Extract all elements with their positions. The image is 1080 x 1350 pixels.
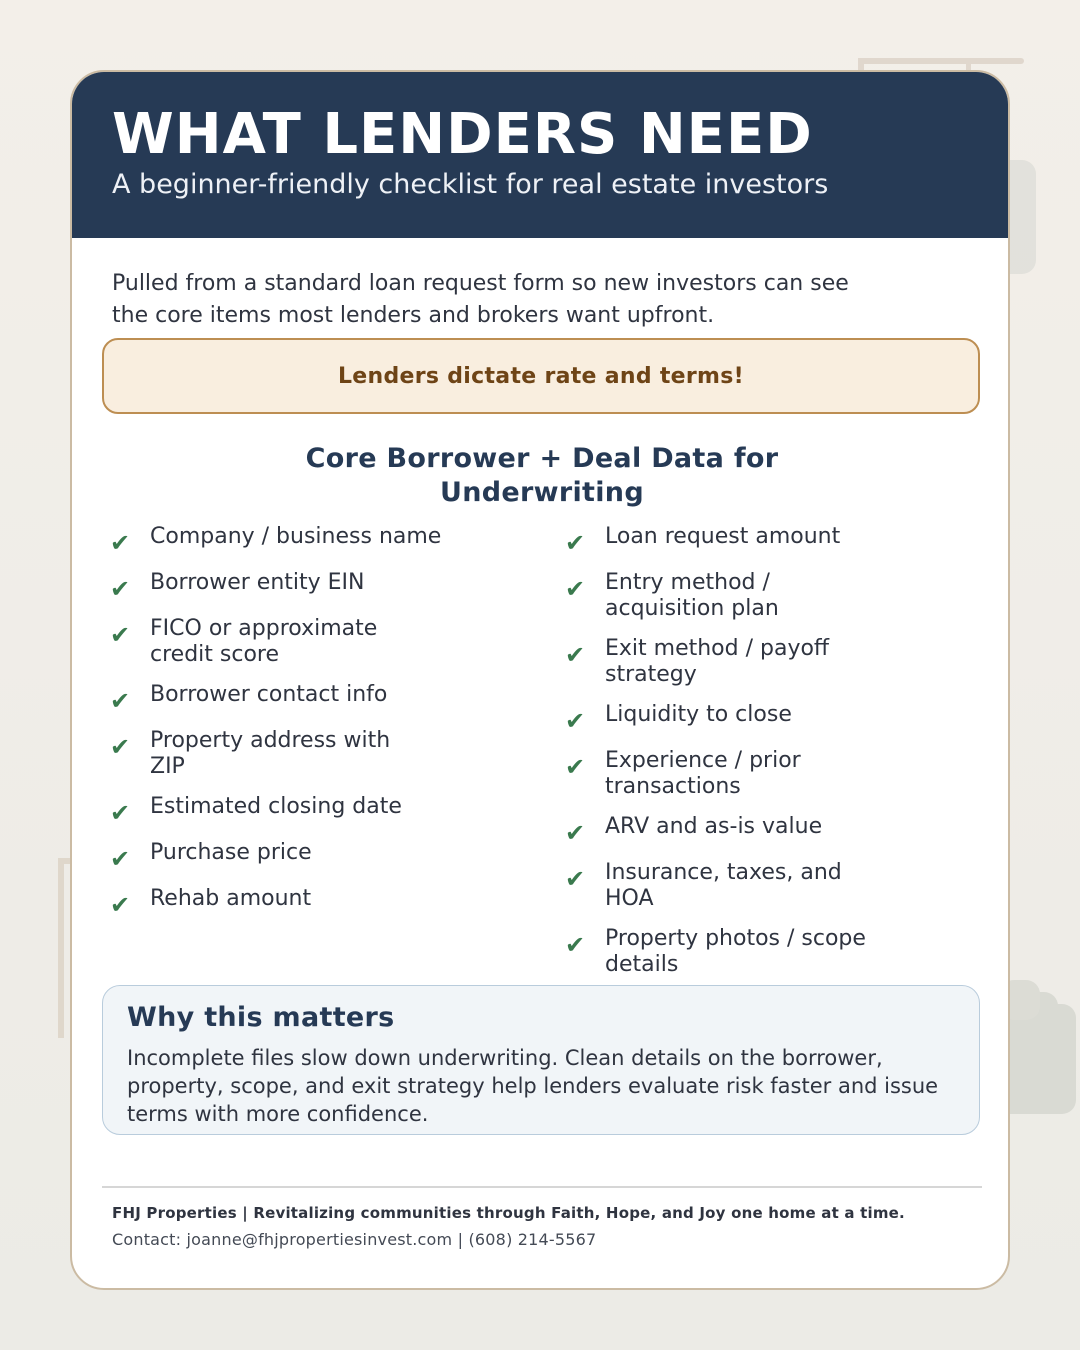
checklist-right bbox=[565, 524, 965, 992]
checklist-card bbox=[70, 70, 1010, 1290]
check-icon: ✔ bbox=[110, 733, 131, 761]
checklist-item bbox=[110, 616, 510, 668]
checklist-item-label: Entry method / acquisition plan bbox=[605, 570, 779, 621]
checklist-item bbox=[565, 636, 965, 688]
checklist-item bbox=[110, 840, 510, 872]
why-title: Why this matters bbox=[127, 1002, 395, 1033]
checklist-item-label: Experience / prior transactions bbox=[605, 748, 801, 799]
footer-contact: Contact: joanne@fhjpropertiesinvest.com | (608) 214-5567 bbox=[112, 1230, 597, 1249]
checklist-item-label: Loan request amount bbox=[605, 524, 841, 549]
checklist-item-label: Property photos / scope details bbox=[605, 926, 866, 977]
footer-tagline: FHJ Properties | Revitalizing communities through Faith, Hope, and Joy one home at a time. bbox=[112, 1204, 905, 1222]
header-banner bbox=[72, 72, 1008, 238]
check-icon: ✔ bbox=[110, 799, 131, 827]
checklist-item bbox=[110, 886, 510, 918]
page-subtitle: A beginner-friendly checklist for real estate investors bbox=[112, 169, 829, 200]
checklist-item bbox=[110, 794, 510, 826]
checklist-item-label: Property address with ZIP bbox=[150, 728, 391, 779]
checklist-item-label: Liquidity to close bbox=[605, 702, 792, 727]
check-icon: ✔ bbox=[565, 931, 586, 959]
checklist-item bbox=[565, 814, 965, 846]
checklist-item bbox=[565, 524, 965, 556]
check-icon: ✔ bbox=[110, 575, 131, 603]
checklist-item-label: ARV and as-is value bbox=[605, 814, 823, 839]
intro-text: Pulled from a standard loan request form so new investors can see the core items most lenders and brokers want upfront. bbox=[112, 271, 849, 328]
checklist-item bbox=[565, 748, 965, 800]
checklist-item-label: Insurance, taxes, and HOA bbox=[605, 860, 842, 911]
checklist-item-label: Exit method / payoff strategy bbox=[605, 636, 830, 687]
check-icon: ✔ bbox=[565, 707, 586, 735]
footer-divider bbox=[102, 1186, 982, 1188]
decorative-line bbox=[58, 858, 64, 1038]
check-icon: ✔ bbox=[565, 529, 586, 557]
checklist-item bbox=[565, 702, 965, 734]
check-icon: ✔ bbox=[565, 819, 586, 847]
check-icon: ✔ bbox=[565, 641, 586, 669]
check-icon: ✔ bbox=[565, 753, 586, 781]
check-icon: ✔ bbox=[110, 621, 131, 649]
why-this-matters-box bbox=[102, 985, 980, 1135]
decorative-line bbox=[858, 58, 1024, 64]
checklist-item bbox=[110, 682, 510, 714]
checklist-item-label: Rehab amount bbox=[150, 886, 312, 911]
checklist-item-label: Company / business name bbox=[150, 524, 442, 549]
checklist-item bbox=[110, 570, 510, 602]
checklist-left bbox=[110, 524, 510, 932]
check-icon: ✔ bbox=[565, 865, 586, 893]
checklist-item-label: Purchase price bbox=[150, 840, 312, 865]
checklist-item bbox=[565, 926, 965, 978]
checklist-item bbox=[565, 570, 965, 622]
callout-box bbox=[102, 338, 980, 414]
check-icon: ✔ bbox=[110, 891, 131, 919]
page-title: WHAT LENDERS NEED bbox=[112, 102, 813, 167]
check-icon: ✔ bbox=[110, 529, 131, 557]
why-body: Incomplete files slow down underwriting. Clean details on the borrower, property, scope, and exit strategy help lenders evaluate risk faster and issue terms with more confidence. bbox=[127, 1046, 939, 1126]
check-icon: ✔ bbox=[110, 687, 131, 715]
checklist-item bbox=[110, 524, 510, 556]
checklist-item bbox=[110, 728, 510, 780]
check-icon: ✔ bbox=[110, 845, 131, 873]
checklist-item-label: FICO or approximate credit score bbox=[150, 616, 378, 667]
checklist-item-label: Borrower contact info bbox=[150, 682, 388, 707]
callout-text: Lenders dictate rate and terms! bbox=[337, 363, 744, 389]
checklist-item-label: Estimated closing date bbox=[150, 794, 402, 819]
check-icon: ✔ bbox=[565, 575, 586, 603]
checklist-item bbox=[565, 860, 965, 912]
checklist-item-label: Borrower entity EIN bbox=[150, 570, 365, 595]
section-title: Core Borrower + Deal Data for Underwriting bbox=[305, 443, 779, 508]
